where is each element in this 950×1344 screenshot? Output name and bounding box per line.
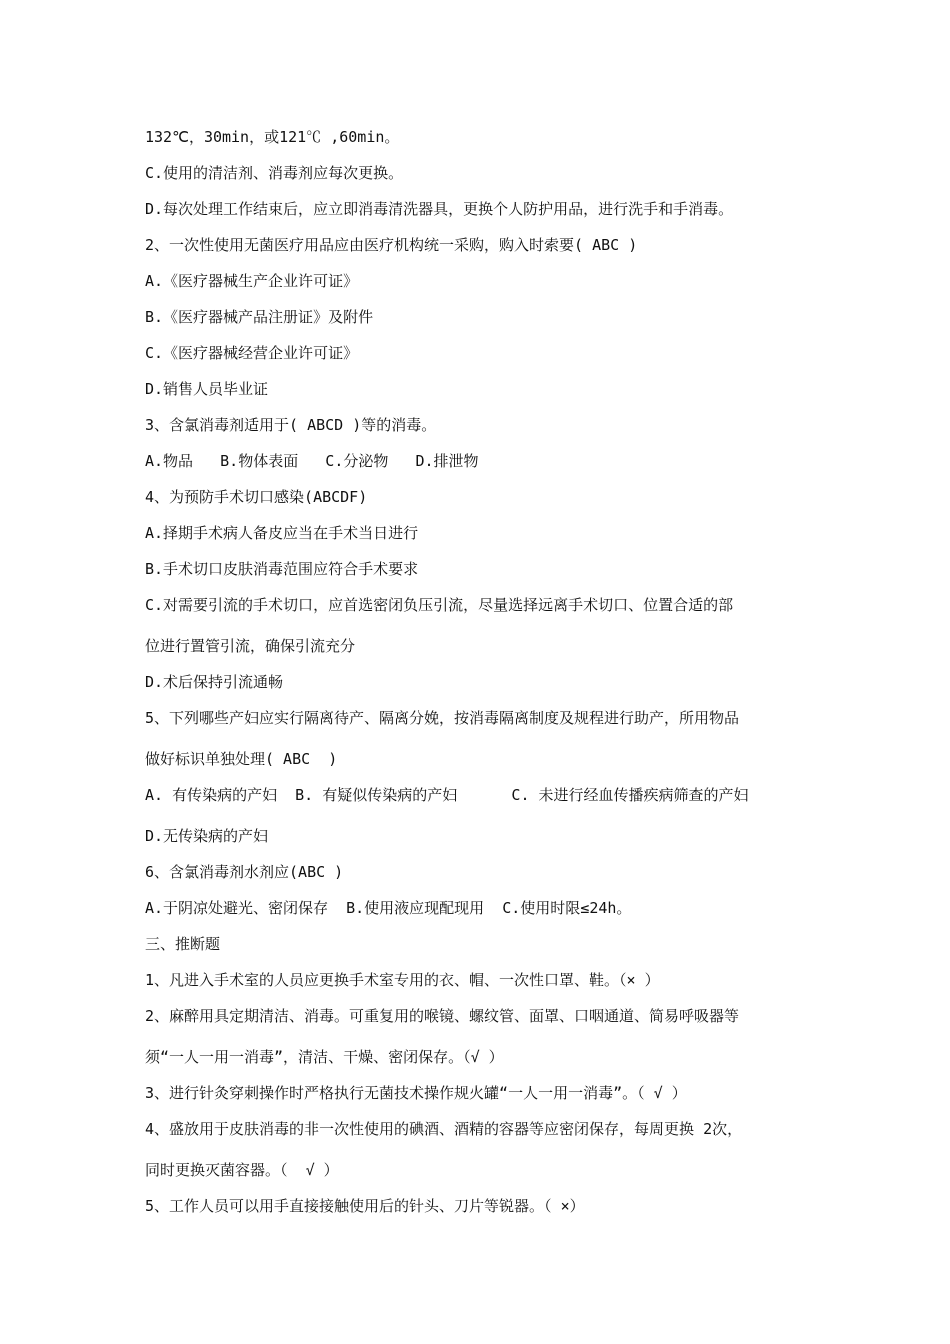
- text-line: 4、盛放用于皮肤消毒的非一次性使用的碘酒、酒精的容器等应密闭保存，每周更换 2次，: [145, 1120, 743, 1138]
- text-line: 同时更换灭菌容器。（ √ ）: [145, 1161, 339, 1179]
- text-line: 4、为预防手术切口感染(ABCDF): [145, 488, 368, 506]
- text-line: D.术后保持引流通畅: [145, 673, 284, 691]
- text-line: A.于阴凉处避光、密闭保存 B.使用液应现配现用 C.使用时限≤24h。: [145, 899, 632, 917]
- text-line: C.《医疗器械经营企业许可证》: [145, 344, 359, 362]
- text-line: 2、麻醉用具定期清洁、消毒。可重复用的喉镜、螺纹管、面罩、口咽通道、简易呼吸器等: [145, 1007, 740, 1025]
- text-line: A. 有传染病的产妇 B. 有疑似传染病的产妇 C. 未进行经血传播疾病筛查的产妇: [145, 786, 749, 804]
- text-line: A.《医疗器械生产企业许可证》: [145, 272, 359, 290]
- text-line: 6、含氯消毒剂水剂应(ABC ): [145, 863, 344, 881]
- text-line: 做好标识单独处理( ABC ): [145, 750, 338, 768]
- text-line: A.择期手术病人备皮应当在手术当日进行: [145, 524, 419, 542]
- text-line: 位进行置管引流，确保引流充分: [145, 637, 356, 655]
- text-line: D.销售人员毕业证: [145, 380, 269, 398]
- text-line: 2、一次性使用无菌医疗用品应由医疗机构统一采购，购入时索要( ABC ): [145, 236, 638, 254]
- text-line: 5、下列哪些产妇应实行隔离待产、隔离分娩，按消毒隔离制度及规程进行助产，所用物品: [145, 709, 740, 727]
- text-line: 1、凡进入手术室的人员应更换手术室专用的衣、帽、一次性口罩、鞋。（× ）: [145, 971, 660, 989]
- text-line: B.手术切口皮肤消毒范围应符合手术要求: [145, 560, 419, 578]
- section-heading: 三、推断题: [145, 935, 221, 953]
- text-line: D.无传染病的产妇: [145, 827, 269, 845]
- text-line: A.物品 B.物体表面 C.分泌物 D.排泄物: [145, 452, 479, 470]
- text-line: 3、含氯消毒剂适用于( ABCD )等的消毒。: [145, 416, 437, 434]
- text-line: 132℃，30min，或121℃ ,60min。: [145, 128, 400, 146]
- text-line: 5、工作人员可以用手直接接触使用后的针头、刀片等锐器。（ ×）: [145, 1197, 585, 1215]
- text-line: 3、进行针灸穿刺操作时严格执行无菌技术操作规火罐“一人一用一消毒”。（ √ ）: [145, 1084, 687, 1102]
- text-line: C.使用的清洁剂、消毒剂应每次更换。: [145, 164, 404, 182]
- text-line: 须“一人一用一消毒”，清洁、干燥、密闭保存。（√ ）: [145, 1048, 504, 1066]
- text-line: C.对需要引流的手术切口，应首选密闭负压引流，尽量选择远离手术切口、位置合适的部: [145, 596, 734, 614]
- text-line: B.《医疗器械产品注册证》及附件: [145, 308, 374, 326]
- text-line: D.每次处理工作结束后，应立即消毒清洗器具，更换个人防护用品，进行洗手和手消毒。: [145, 200, 734, 218]
